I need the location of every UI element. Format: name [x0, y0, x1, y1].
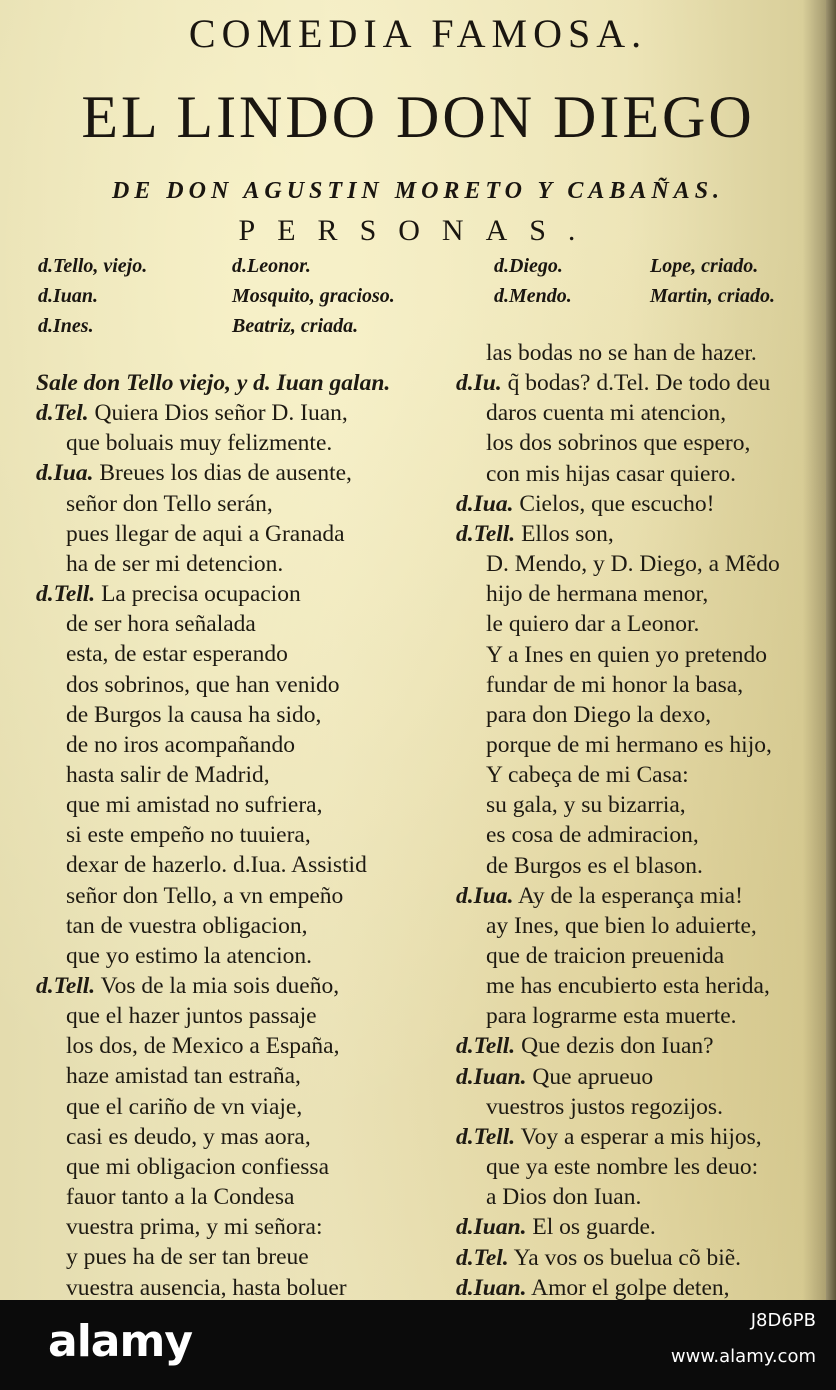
verse-line: [486, 732, 772, 759]
verse-line: [486, 461, 736, 488]
verse-text: que el cariño de vn viaje,: [66, 1093, 303, 1120]
verse-text: fauor tanto a la Condesa: [66, 1184, 295, 1211]
speaker-label: d.Tell.: [456, 1123, 516, 1150]
verse-text: ha de ser mi detencion.: [66, 550, 284, 577]
verse-line: [66, 792, 322, 819]
verse-text: daros cuenta mi atencion,: [486, 400, 727, 427]
verse-line: [66, 913, 307, 940]
verse-line: [456, 883, 743, 910]
verse-text: de ser hora señalada: [66, 611, 256, 638]
verse-text: que mi obligacion confiessa: [66, 1153, 329, 1180]
verse-text: pues llegar de aqui a Granada: [66, 520, 345, 547]
cast-member: Mosquito, gracioso.: [232, 285, 395, 307]
verse-line: [486, 611, 699, 638]
verse-line: [456, 1275, 730, 1300]
verse-text: Y cabeça de mi Casa:: [486, 762, 689, 789]
verse-text: que boluais muy felizmente.: [66, 430, 333, 457]
verse-line: [486, 1184, 641, 1211]
cast-member: d.Ines.: [38, 315, 94, 337]
verse-text: de Burgos es el blason.: [486, 852, 703, 879]
speaker-label: d.Tell.: [36, 581, 96, 608]
verse-line: [36, 581, 301, 608]
verse-text: tan de vuestra obligacion,: [66, 912, 308, 939]
verse-line: [486, 430, 750, 457]
verse-text: las bodas no se han de hazer.: [486, 340, 757, 366]
verse-line: [66, 551, 283, 578]
speaker-label: d.Iua.: [456, 490, 514, 517]
verse-line: [456, 1124, 762, 1151]
verse-line: [486, 762, 689, 789]
verse-text: Voy a esperar a mis hijos,: [515, 1123, 762, 1150]
verse-line: [486, 792, 686, 819]
verse-text: Ay de la esperança mia!: [513, 882, 743, 909]
verse-line: [66, 943, 312, 970]
verse-line: [66, 883, 343, 910]
verse-text: su gala, y su bizarria,: [486, 792, 686, 819]
verse-text: vuestra ausencia, hasta boluer: [66, 1274, 347, 1300]
verse-line: [66, 852, 367, 879]
verse-line: [456, 1245, 741, 1272]
cast-member: Beatriz, criada.: [232, 315, 359, 337]
verse-line: [66, 611, 256, 638]
verse-text: hijo de hermana menor,: [486, 581, 709, 608]
verse-text: dos sobrinos, que han venido: [66, 671, 340, 698]
verse-text: fundar de mi honor la basa,: [486, 671, 744, 698]
verse-text: que de traicion preuenida: [486, 943, 725, 969]
page-edge: [826, 0, 836, 1300]
speaker-label: d.Tell.: [456, 520, 516, 547]
verse-text: Amor el golpe deten,: [526, 1274, 730, 1300]
cast-member: d.Mendo.: [494, 285, 572, 307]
verse-text: los dos sobrinos que espero,: [486, 430, 751, 457]
verse-line: [456, 1033, 714, 1060]
personas-heading: PERSONAS.: [238, 214, 598, 247]
cast-member: d.Iuan.: [38, 285, 99, 307]
author-line: DE DON AGUSTIN MORETO Y CABAÑAS.: [111, 178, 725, 204]
image-id: J8D6PB: [750, 1310, 816, 1331]
cast-member: d.Leonor.: [232, 255, 311, 277]
verse-text: casi es deudo, y mas aora,: [66, 1123, 311, 1150]
verse-line: [36, 370, 390, 397]
verse-line: [456, 1064, 653, 1091]
verse-text: que ya este nombre les deuo:: [486, 1154, 759, 1181]
verse-text: Que aprueuo: [526, 1063, 654, 1090]
verse-text: ay Ines, que bien lo aduierte,: [486, 912, 757, 939]
verse-text: Y a Ines en quien yo pretendo: [486, 641, 768, 668]
verse-text: con mis hijas casar quiero.: [486, 460, 736, 487]
verse-line: [486, 340, 757, 367]
verse-text: si este empeño no tuuiera,: [66, 822, 311, 849]
left-column: [0, 0, 420, 1300]
cast-member: d.Diego.: [494, 255, 563, 277]
verse-line: [66, 1275, 347, 1301]
site-url: www.alamy.com: [670, 1346, 816, 1367]
verse-text: de Burgos la causa ha sido,: [66, 701, 322, 728]
verse-line: [486, 943, 724, 970]
verse-text: Ya vos os buelua cõ biẽ.: [508, 1244, 742, 1271]
alamy-logo: alamy: [48, 1316, 192, 1367]
verse-line: [486, 853, 703, 880]
comedia-title: COMEDIA FAMOSA.: [188, 11, 648, 56]
verse-text: es cosa de admiracion,: [486, 822, 699, 849]
verse-line: [486, 1154, 758, 1181]
verse-line: [66, 1094, 302, 1121]
verse-line: [66, 1154, 329, 1181]
verse-text: le quiero dar a Leonor.: [486, 611, 700, 638]
verse-line: [66, 1063, 301, 1090]
speaker-label: d.Iua.: [456, 882, 514, 909]
verse-text: que yo estimo la atencion.: [66, 942, 313, 969]
verse-line: [486, 913, 757, 940]
verse-text: a Dios don Iuan.: [486, 1184, 642, 1211]
verse-line: [66, 491, 273, 518]
verse-text: para don Diego la dexo,: [486, 701, 712, 728]
verse-text: Vos de la mia sois dueño,: [95, 973, 340, 999]
verse-line: [486, 822, 699, 849]
verse-line: [486, 1094, 723, 1121]
speaker-label: d.Iuan.: [456, 1274, 527, 1300]
verse-line: [36, 400, 348, 427]
speaker-label: d.Tel.: [36, 400, 89, 427]
verse-line: [66, 762, 270, 789]
cast-member: Martin, criado.: [650, 285, 776, 307]
verse-text: para lograrme esta muerte.: [486, 1003, 737, 1030]
verse-text: Quiera Dios señor D. Iuan,: [88, 400, 348, 427]
verse-text: haze amistad tan estraña,: [66, 1063, 301, 1090]
speaker-label: d.Iu.: [456, 370, 502, 397]
speaker-label: d.Tel.: [456, 1244, 509, 1271]
verse-line: [486, 1003, 737, 1030]
verse-text: El os guarde.: [526, 1214, 656, 1241]
verse-line: [486, 642, 767, 669]
verse-line: [486, 581, 708, 608]
verse-text: Cielos, que escucho!: [513, 490, 715, 517]
verse-line: [486, 672, 743, 699]
verse-line: [66, 822, 311, 849]
verse-line: [456, 1214, 656, 1241]
verse-line: [486, 551, 780, 578]
verse-text: me has encubierto esta herida,: [486, 973, 770, 1000]
verse-line: [36, 973, 339, 1000]
verse-line: [66, 641, 288, 668]
verse-text: señor don Tello, a vn empeño: [66, 882, 344, 909]
play-title: EL LINDO DON DIEGO: [81, 84, 755, 150]
verse-line: [486, 400, 726, 427]
verse-line: [456, 370, 770, 397]
verse-line: [66, 732, 295, 759]
verse-text: de no iros acompañando: [66, 731, 296, 758]
verse-line: [66, 702, 321, 729]
verse-line: [66, 521, 345, 548]
cast-member: d.Tello, viejo.: [38, 255, 148, 277]
verse-text: Breues los dias de ausente,: [93, 460, 352, 487]
verse-line: [486, 973, 770, 1000]
verse-text: que el hazer juntos passaje: [66, 1003, 317, 1030]
verse-text: señor don Tello serán,: [66, 490, 273, 517]
verse-text: que mi amistad no sufriera,: [66, 792, 323, 819]
stage-direction: Sale don Tello viejo, y d. Iuan galan.: [36, 370, 391, 396]
speaker-label: d.Iuan.: [456, 1063, 527, 1090]
verse-text: Ellos son,: [515, 520, 614, 547]
verse-text: hasta salir de Madrid,: [66, 761, 270, 788]
verse-line: [66, 1184, 294, 1211]
verse-text: q̃ bodas? d.Tel. De todo deu: [501, 370, 771, 397]
verse-line: [456, 491, 714, 518]
verse-text: vuestra prima, y mi señora:: [66, 1214, 323, 1241]
cast-member: Lope, criado.: [650, 255, 759, 277]
speaker-label: d.Iua.: [36, 460, 94, 487]
verse-text: La precisa ocupacion: [95, 581, 301, 608]
verse-text: Que dezis don Iuan?: [515, 1033, 714, 1060]
verse-line: [66, 1033, 339, 1060]
speaker-label: d.Tell.: [36, 973, 96, 999]
verse-line: [66, 1214, 322, 1241]
verse-line: [66, 1003, 317, 1030]
verse-line: [66, 1244, 309, 1271]
verse-line: [66, 1124, 311, 1151]
verse-line: [36, 460, 352, 487]
verse-text: y pues ha de ser tan breue: [66, 1244, 309, 1271]
verse-line: [456, 521, 614, 548]
verse-text: los dos, de Mexico a España,: [66, 1033, 340, 1060]
speaker-label: d.Tell.: [456, 1033, 516, 1060]
speaker-label: d.Iuan.: [456, 1214, 527, 1241]
verse-text: esta, de estar esperando: [66, 641, 288, 668]
verse-text: porque de mi hermano es hijo,: [486, 731, 772, 758]
verse-text: D. Mendo, y D. Diego, a Mẽdo: [486, 551, 780, 578]
verse-text: dexar de hazerlo. d.Iua. Assistid: [66, 852, 367, 879]
verse-line: [66, 672, 340, 699]
verse-line: [486, 702, 711, 729]
verse-text: vuestros justos regozijos.: [486, 1093, 723, 1120]
right-column: [420, 0, 826, 1300]
verse-line: [66, 430, 332, 457]
